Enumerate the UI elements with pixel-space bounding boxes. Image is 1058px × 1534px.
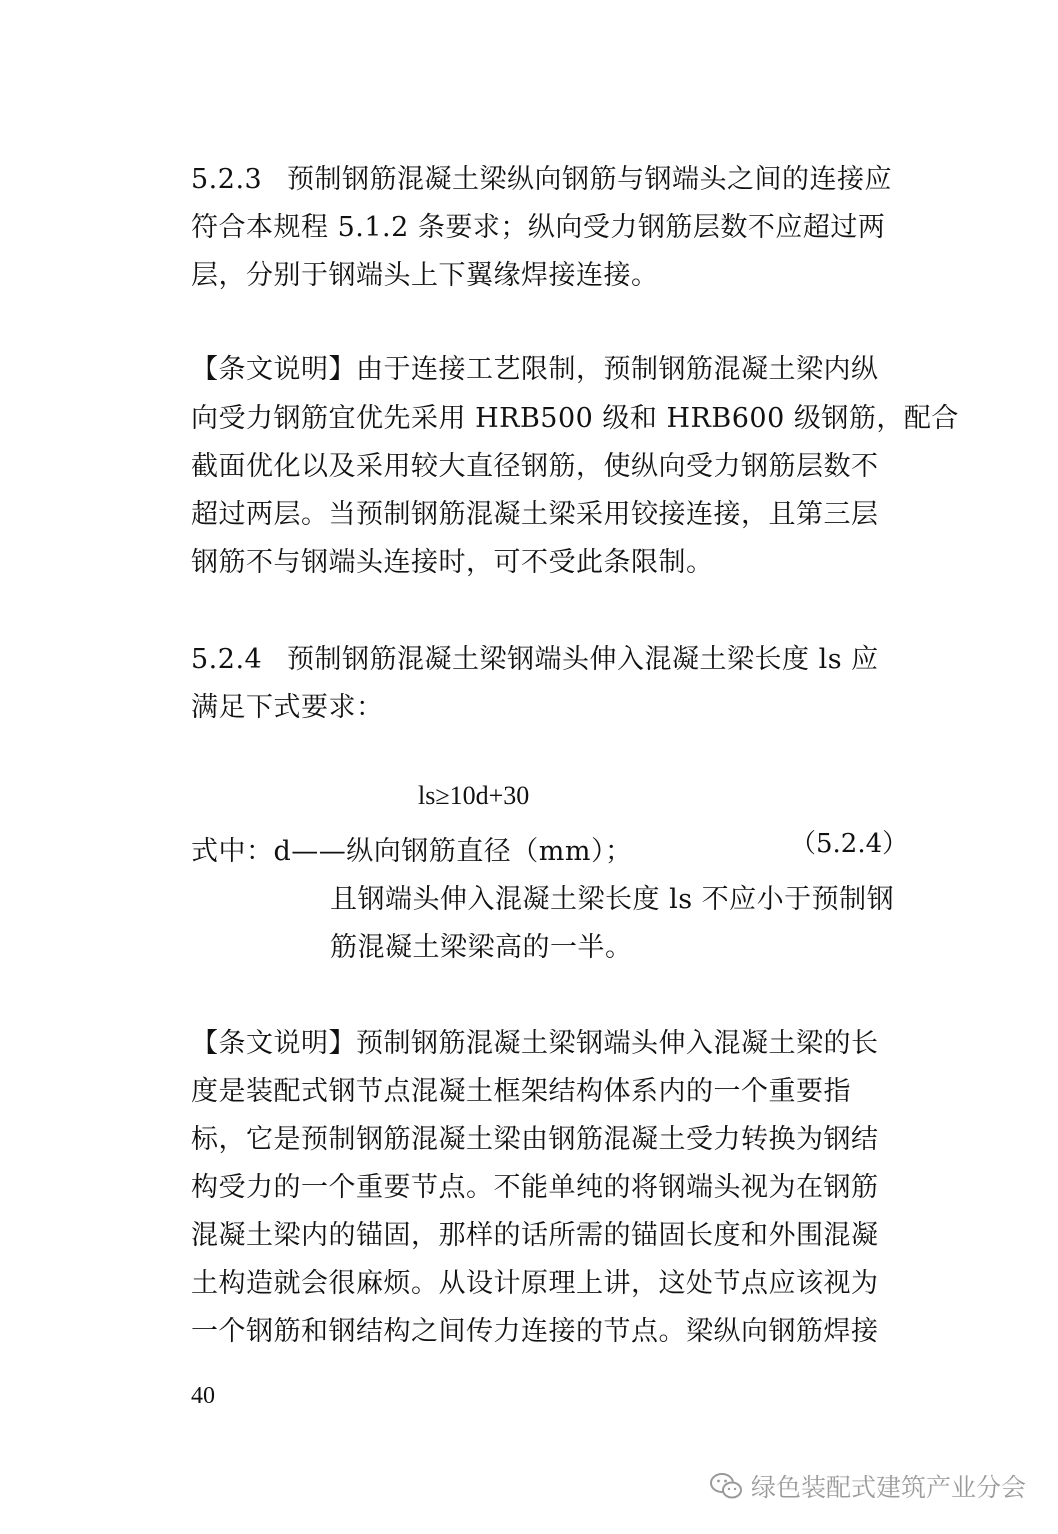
watermark [709,1466,1026,1506]
note-5-2-3-line-1: 【条文说明】由于连接工艺限制，预制钢筋混凝土梁内纵 [191,354,879,385]
note-5-2-3-line-3: 截面优化以及采用较大直径钢筋，使纵向受力钢筋层数不 [191,451,879,482]
clause-5-2-4-line-2: 满足下式要求： [191,692,384,723]
clause-5-2-3-line-3: 层，分别于钢端头上下翼缘焊接连接。 [191,260,659,291]
clause-5-2-4-line-1 [191,642,879,678]
note-5-2-3-line-4: 超过两层。当预制钢筋混凝土梁采用铰接连接，且第三层 [191,499,879,530]
clause-5-2-3-line-2: 符合本规程 5.1.2 条要求；纵向受力钢筋层数不应超过两 [191,212,886,243]
note-5-2-4-line-5: 混凝土梁内的锚固，那样的话所需的锚固长度和外围混凝 [191,1220,879,1251]
where-line: 式中：d——纵向钢筋直径（mm）； [191,836,633,867]
note-5-2-3-line-2: 向受力钢筋宜优先采用 HRB500 级和 HRB600 级钢筋，配合 [191,403,959,434]
clause-number: 5.2.3 [191,164,263,195]
note-5-2-4-line-4: 构受力的一个重要节点。不能单纯的将钢端头视为在钢筋 [191,1172,879,1203]
clause-5-2-3-line-1 [191,162,892,198]
formula: ls≥10d+30 [418,781,530,810]
clause-text: 预制钢筋混凝土梁钢端头伸入混凝土梁长度 ls 应 [287,644,879,675]
note-5-2-4-line-6: 土构造就会很麻烦。从设计原理上讲，这处节点应该视为 [191,1268,879,1299]
note-5-2-4-line-7: 一个钢筋和钢结构之间传力连接的节点。梁纵向钢筋焊接 [191,1316,879,1347]
where-indent-line-2: 筋混凝土梁梁高的一半。 [330,932,633,963]
note-5-2-4-line-1: 【条文说明】预制钢筋混凝土梁钢端头伸入混凝土梁的长 [191,1028,879,1059]
equation-number: （5.2.4） [790,829,909,859]
clause-number: 5.2.4 [191,644,263,675]
where-indent-line-1: 且钢端头伸入混凝土梁长度 ls 不应小于预制钢 [330,884,895,915]
page-number: 40 [191,1383,215,1409]
watermark-text: 绿色装配式建筑产业分会 [750,1473,1026,1502]
wechat-icon [709,1471,743,1501]
clause-text: 预制钢筋混凝土梁纵向钢筋与钢端头之间的连接应 [287,164,892,195]
note-5-2-4-line-3: 标，它是预制钢筋混凝土梁由钢筋混凝土受力转换为钢结 [191,1124,879,1155]
note-5-2-3-line-5: 钢筋不与钢端头连接时，可不受此条限制。 [191,547,714,578]
note-5-2-4-line-2: 度是装配式钢节点混凝土框架结构体系内的一个重要指 [191,1076,851,1107]
